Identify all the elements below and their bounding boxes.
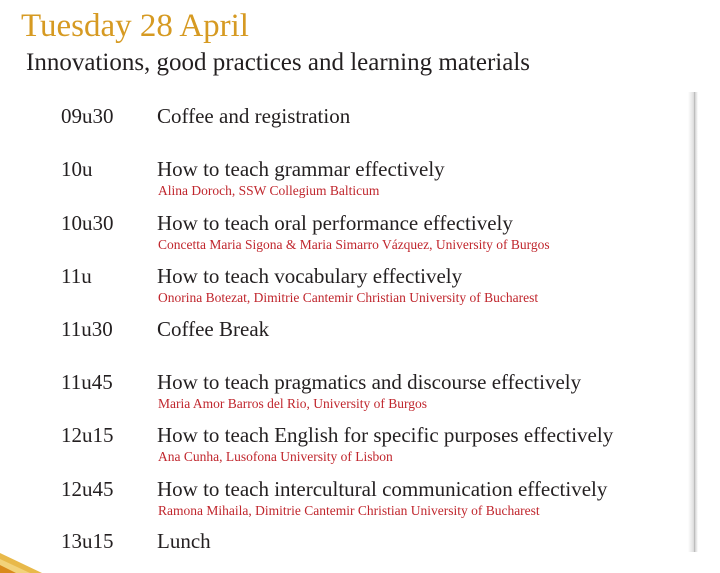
session-speaker: Concetta Maria Sigona & Maria Simarro Vázquez, University of Burgos	[158, 237, 550, 252]
session-speaker: Onorina Botezat, Dimitrie Cantemir Christian University of Bucharest	[158, 290, 539, 305]
session-time: 10u	[61, 157, 93, 181]
session-time: 09u30	[61, 104, 114, 128]
session-time: 11u	[61, 264, 92, 288]
session-time: 12u45	[61, 477, 114, 501]
session-title: How to teach intercultural communication effectively	[157, 477, 608, 501]
session-time: 13u15	[61, 529, 114, 553]
divider-shadow	[688, 92, 698, 552]
session-title: Coffee and registration	[157, 104, 351, 128]
session-title: How to teach English for specific purposes effectively	[157, 423, 614, 447]
session-time: 12u15	[61, 423, 114, 447]
session-time: 11u45	[61, 370, 113, 394]
corner-ribbon-decoration	[0, 543, 46, 573]
theme-subtitle: Innovations, good practices and learning materials	[26, 49, 531, 76]
session-speaker: Ana Cunha, Lusofona University of Lisbon	[158, 449, 393, 464]
session-title: How to teach oral performance effectively	[157, 211, 513, 235]
session-speaker: Alina Doroch, SSW Collegium Balticum	[158, 183, 380, 198]
session-title: Lunch	[157, 529, 211, 553]
session-title: How to teach grammar effectively	[157, 157, 445, 181]
session-title: How to teach vocabulary effectively	[157, 264, 463, 288]
session-time: 10u30	[61, 211, 114, 235]
session-title: How to teach pragmatics and discourse effectively	[157, 370, 582, 394]
divider-line	[694, 92, 695, 552]
session-title: Coffee Break	[157, 317, 270, 341]
session-speaker: Maria Amor Barros del Rio, University of Burgos	[158, 396, 427, 411]
day-title: Tuesday 28 April	[21, 8, 249, 44]
session-speaker: Ramona Mihaila, Dimitrie Cantemir Christian University of Bucharest	[158, 503, 540, 518]
session-time: 11u30	[61, 317, 113, 341]
